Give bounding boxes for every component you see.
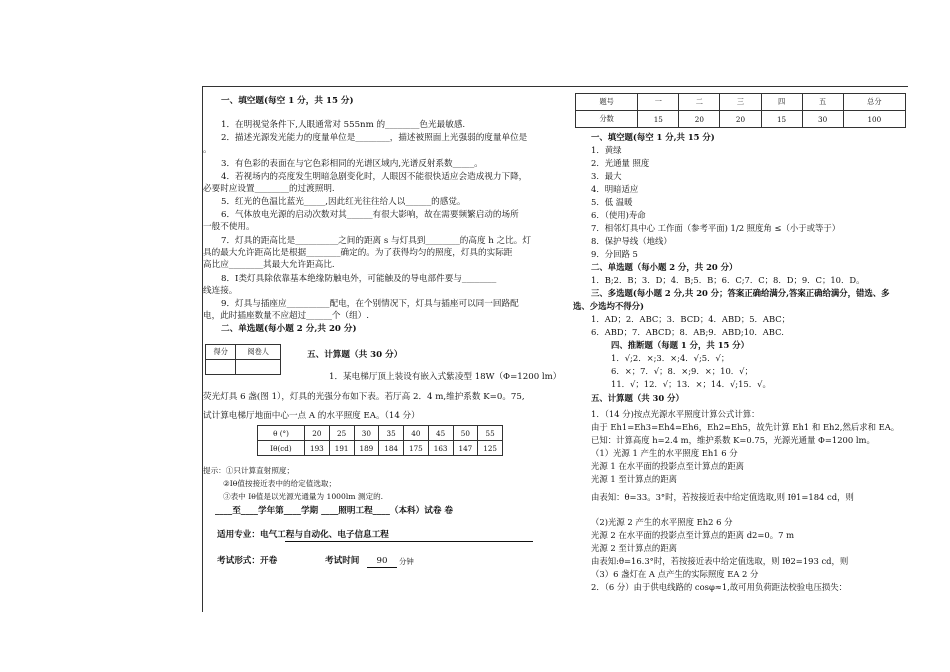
intensity-cell: 191 [329,441,354,456]
section-calc-title: 五、计算题（共 30 分） [307,350,403,360]
score-value: 15 [761,111,802,128]
section-single-choice-title: 二、单选题(每小题 2 分,共 20 分) [221,324,357,334]
grader-blank-cell[interactable] [236,360,281,375]
theta-cell: 50 [453,426,478,441]
score-value: 30 [802,111,843,128]
theta-cell: 30 [354,426,379,441]
theta-cell: 35 [379,426,404,441]
score-value: 20 [720,111,761,128]
question-2-cont: 。 [203,145,212,155]
calc-question-1-cont2: 试计算电梯厅地面中心一点 A 的水平照度 EA。（14 分） [203,411,420,421]
theta-label-cell: θ (°) [258,426,305,441]
answer-s3-list: 1．AD；2．ABC；3．BCD；4．ABD；5．ABC； [591,314,791,324]
answer-s1-item: 7．相邻灯具中心 工作面（参考平面) 1/2 照度角 ≤（小于或等于） [591,223,841,233]
score-col-head: 总分 [843,94,905,111]
calc-question-1-cont: 荧光灯具 6 盏(图 1），灯具的光强分布如下表。若厅高 2．4 m,维护系数 K=0。75, [203,392,525,402]
question-1: 1．在明视觉条件下,人眼通常对 555nm 的________色光最敏感. [221,120,466,130]
answer-s4-row: 1．√;2．×;3．×;4．√;5．√； [611,353,730,363]
answer-s1-item: 6．（使用)寿命 [591,210,646,220]
theta-cell: 20 [305,426,330,441]
question-8-cont: 线连接。 [203,286,238,296]
answer-s2-title: 二、单选题（每小题 2 分，共 20 分） [591,262,738,272]
intensity-label-cell: Iθ(cd) [258,441,305,456]
intensity-cell: 163 [428,441,453,456]
section-fill-blank-title: 一、填空题(每空 1 分，共 15 分) [221,96,354,106]
question-8: 8．Ⅰ类灯具除依靠基本绝缘防触电外，可能触及的导电部件要与________ [221,274,497,284]
intensity-cell: 189 [354,441,379,456]
answer-s4-row: 11．√；12．√；13．×；14．√;15．√。 [611,379,771,389]
exam-time-unit: 分钟 [399,557,414,566]
calc-answer-line: 已知：计算高度 h=2.4 m，维护系数 K=0.75，光源光通量 Φ=1200 lm。 [591,435,875,445]
question-9: 9．灯具与插座应__________配电，在个别情况下，灯具与插座可以同一回路配 [221,299,519,309]
question-7: 7．灯具的距高比是__________之间的距离 s 与灯具到________的高度 h 之比。灯 [221,236,531,246]
calc-answer-line: （2)光源 2 产生的水平照度 Eh2 6 分 [591,517,733,527]
score-summary-table [575,93,906,128]
score-col-head: 题号 [576,94,638,111]
score-blank-cell[interactable] [206,360,236,375]
answer-s1-title: 一、填空题(每空 1 分,共 15 分) [591,132,715,142]
answer-s2-list: 1．B;2．B；3．D；4．B;5．B；6．C;7．C；8．D；9．C；10．D。 [591,275,865,285]
intensity-cell: 147 [453,441,478,456]
question-3: 3．有色彩的表面在与它色彩相同的光谱区域内,光谱反射系数_____。 [221,159,483,169]
question-5: 5．红光的色温比蓝光_____,因此红光往往给人以______的感觉。 [221,197,466,207]
answer-s3-title-cont: 选、少选均不得分) [573,301,644,311]
calc-question-1: 1．某电梯厅顶上装设有嵌入式紫凌型 18W（Φ=1200 lm） [329,372,562,382]
exam-header-line: ____至____学年第____学期 ____照明工程____（本科）试卷 卷 [215,506,454,516]
answer-s5-title: 五、计算题（共 30 分） [591,393,684,403]
answer-s1-item: 2．光通量 照度 [591,158,650,168]
hint-3: ③表中 Iθ值是以光源光通量为 1000lm 测定的. [223,492,384,501]
answer-s3-list-cont: 6．ABD；7．ABCD；8．AB;9．ABD;10．ABC. [591,327,784,337]
theta-cell: 25 [329,426,354,441]
score-col-head: 一 [638,94,679,111]
question-4-cont: 必要时应设置________的过渡照明. [203,184,335,194]
exam-sheet [202,86,908,612]
score-col-head: 三 [720,94,761,111]
intensity-cell: 193 [305,441,330,456]
score-head-cell: 得分 [206,345,236,360]
calc-answer-line: 由于 Eh1=Eh3=Eh4=Eh6，Eh2=Eh5，故先计算 Eh1 和 Eh2,然后求和 EA。 [591,422,900,432]
answer-s1-item: 8．保护导线（地线） [591,236,672,246]
grader-score-box [205,344,281,375]
score-value: 15 [638,111,679,128]
answer-s4-row: 6．×；7．√；8．×;9．×；10．√； [611,366,753,376]
intensity-cell: 125 [478,441,503,456]
score-value: 100 [843,111,905,128]
question-7-cont2: 高比应________其最大允许距高比. [203,260,335,270]
major-underline [285,541,533,542]
exam-form: 考试形式：开卷 [217,556,278,566]
theta-cell: 40 [404,426,429,441]
score-col-head: 五 [802,94,843,111]
question-9-cont: 电，此时插座数量不应超过______个（组）. [203,311,370,321]
answer-s1-item: 9．分回路 5 [591,249,638,259]
calc-answer-line: 光源 1 至计算点的距离 [591,474,678,484]
score-col-head: 二 [679,94,720,111]
answer-s3-title: 三、多选题(每小题 2 分,共 20 分；答案正确给满分,答案正确给满分，错选、多 [591,288,890,298]
intensity-table [257,425,503,456]
calc-answer-line: 2．（6 分）由于供电线路的 cosφ≈1,故可用负荷距法校验电压损失： [591,582,848,592]
calc-answer-line: 光源 1 在水平面的投影点至计算点的距离 [591,461,745,471]
answer-s4-title: 四、推断题（每题 1 分，共 15 分） [611,340,750,350]
intensity-cell: 184 [379,441,404,456]
answer-s1-item: 5．低 温暖 [591,197,633,207]
score-value: 20 [679,111,720,128]
hint-2: ②Iθ值按接近表中的给定值选取； [223,479,337,488]
hint-1: 提示：①只计算直射照度； [203,466,295,475]
question-2: 2．描述光源发光能力的度量单位是________，描述被照面上光强弱的度量单位是 [221,133,528,143]
calc-answer-line: 1．（14 分)按点光源水平照度计算公式计算： [591,409,760,419]
calc-answer-line: 光源 2 在水平面的投影点至计算点的距离 d2=0。7 m [591,530,795,540]
calc-answer-line: 由表知:θ=16.3°时，若按接近表中给定值选取，则 Iθ2=193 cd，则 [591,556,849,566]
score-value: 分数 [576,111,638,128]
score-col-head: 四 [761,94,802,111]
question-6: 6．气体放电光源的启动次数对其______有很大影响，故在需要频繁启动的场所 [221,210,519,220]
intensity-cell: 175 [404,441,429,456]
theta-cell: 55 [478,426,503,441]
calc-answer-line: （1）光源 1 产生的水平照度 Eh1 6 分 [591,448,738,458]
answer-s1-item: 3．最大 [591,171,622,181]
calc-answer-line: （3）6 盏灯在 A 点产生的实际照度 EA 2 分 [591,569,759,579]
calc-answer-line: 由表知：θ=33。3°时，若按接近表中给定值选取,则 Iθ1=184 cd，则 [591,492,854,502]
question-4: 4．若视场内的亮度发生明暗急剧变化时，人眼因不能很快适应会造成视力下降， [221,172,528,182]
exam-time-label: 考试时间 [325,556,360,566]
answer-s1-item: 1．黄绿 [591,145,622,155]
calc-answer-line: 光源 2 至计算点的距离 [591,543,678,553]
answer-s1-item: 4．明暗适应 [591,184,639,194]
grader-head-cell: 阅卷人 [236,345,281,360]
applicable-major: 适用专业：电气工程与自动化、电子信息工程 [217,530,389,540]
question-6-cont: 一般不使用。 [203,222,255,232]
theta-cell: 45 [428,426,453,441]
exam-time-value: 90 [367,555,397,568]
question-7-cont: 具的最大允许距高比是根据________确定的。为了获得均匀的照度，灯具的实际距 [203,248,513,258]
